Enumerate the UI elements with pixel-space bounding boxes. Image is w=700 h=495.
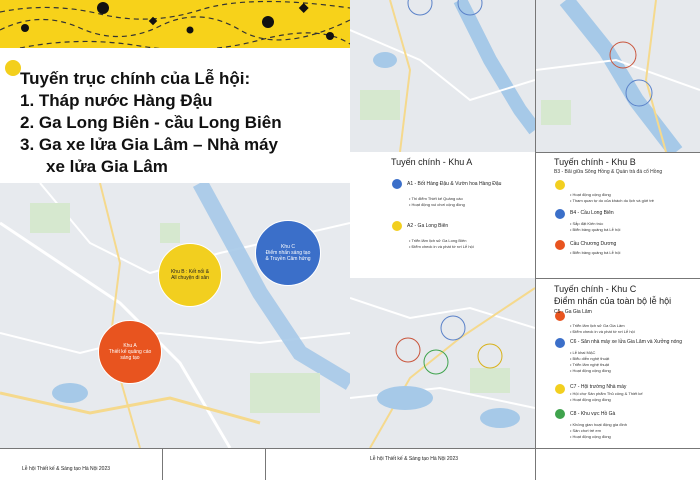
khu-b-circle[interactable]	[158, 243, 222, 307]
c6-marker-icon	[555, 338, 565, 348]
c8-bullet-2: • Sân chơi trẻ em	[570, 428, 601, 433]
c6-label: C6 - Sân nhà máy xe lửa Gia Lâm và Xưởng nóng	[570, 339, 682, 345]
panel-b-title: Tuyến chính - Khu B	[554, 157, 636, 167]
decorative-banner	[0, 0, 350, 48]
b5-label: Cầu Chương Dương	[570, 241, 617, 247]
khu-a-map-image	[350, 0, 535, 152]
a2-bullet-2: • Điểm check in và phát tờ rơi Lễ hội	[409, 244, 474, 249]
a1-bullet-2: • Hoạt động vui chơi cộng đồng	[409, 202, 465, 207]
footer-divider-2	[265, 448, 266, 480]
khu-c-label: Khu C Điểm nhấn sáng tạo & Truyền Cảm hứng	[265, 244, 311, 262]
khu-a-map	[350, 0, 535, 152]
title-item-4: xe lửa Gia Lâm	[46, 157, 168, 176]
c8-label: C8 - Khu vực Hồ Gà	[570, 411, 616, 417]
title-bullet-icon	[5, 60, 21, 76]
footer-divider-3	[535, 448, 536, 480]
c7-marker-icon	[555, 384, 565, 394]
b5-marker-icon	[555, 240, 565, 250]
panel-c-subtitle: Điểm nhấn của toàn bộ lễ hội	[554, 296, 672, 306]
a2-label: A2 - Ga Long Biên	[407, 223, 449, 229]
khu-a-circle[interactable]	[98, 320, 162, 384]
a2-bullet-1: • Triển lãm lịch sử Ga Long Biên	[409, 238, 467, 243]
b5-bullet-1: • Biển bảng quảng bá Lễ hội	[570, 250, 621, 255]
b4-bullet-2: • Biển bảng quảng bá Lễ hội	[570, 227, 621, 232]
c6-bullet-4: • Hoạt động cộng đồng	[570, 368, 611, 373]
b4-bullet-1: • Sắp đặt Kiến trúc	[570, 221, 604, 226]
title-item-1: 1. Tháp nước Hàng Đậu	[20, 91, 213, 110]
khu-b-map-image	[536, 0, 700, 152]
b3-marker-icon	[555, 180, 565, 190]
c6-bullet-3: • Triển lãm nghệ thuật	[570, 362, 609, 367]
left-map	[0, 183, 350, 448]
khu-b-map	[536, 0, 700, 152]
c8-marker-icon	[555, 409, 565, 419]
panel-b-subtitle: B3 - Bãi giữa Sông Hồng & Quán trà đá cổ Hồng	[554, 169, 663, 175]
c7-bullet-1: • Hội chợ Sản phẩm Thủ công & Thiết kế	[570, 391, 643, 396]
b3-bullet-1: • Hoạt động cộng đồng	[570, 192, 611, 197]
khu-b-label: Khu B : Kết nối & All chuyện di sản	[170, 269, 210, 281]
khu-c-map-image	[350, 278, 535, 448]
footer-divider-1	[162, 448, 163, 480]
c7-bullet-2: • Hoạt động cộng đồng	[570, 397, 611, 402]
title-item-2: 2. Ga Long Biên - cầu Long Biên	[20, 113, 282, 132]
divider-horizontal-2	[536, 278, 700, 279]
footer-center-text: Lễ hội Thiết kế & Sáng tạo Hà Nội 2023	[370, 456, 459, 462]
a1-bullet-1: • Thi điểm Thiết kế Quảng cáo	[409, 196, 463, 201]
a1-label: A1 - Bốt Hàng Đậu & Vườn hoa Hàng Đậu	[407, 181, 502, 187]
b3-bullet-2: • Tham quan tự do của khách du lịch và giới trẻ	[570, 198, 655, 203]
footer-divider	[0, 448, 700, 449]
b4-marker-icon	[555, 209, 565, 219]
footer-left-text: Lễ hội Thiết kế & Sáng tạo Hà Nội 2023	[22, 466, 111, 472]
c6-bullet-2: • Biểu diễn nghệ thuật	[570, 356, 610, 361]
title-item-3: 3. Ga xe lửa Gia Lâm – Nhà máy	[20, 135, 278, 154]
title-heading: Tuyến trục chính của Lễ hội:	[20, 69, 251, 88]
c5-bullet-2: • Điểm check in và phát tờ rơi Lễ hội	[570, 329, 635, 334]
slide-title	[20, 68, 350, 178]
khu-c-circle[interactable]	[255, 220, 321, 286]
b4-label: B4 - Cầu Long Biên	[570, 210, 614, 216]
c8-bullet-1: • Không gian hoạt động gia đình	[570, 422, 628, 427]
panel-a-title: Tuyến chính - Khu A	[391, 157, 473, 167]
divider-horizontal	[536, 152, 700, 153]
khu-c-map	[350, 278, 535, 448]
khu-a-label: Khu A Thiết kế quảng cáo sáng tạo	[108, 343, 152, 361]
panel-c-title: Tuyến chính - Khu C	[554, 284, 637, 294]
c6-bullet-1: • Lễ khai MẠC	[570, 350, 596, 355]
banner-pattern-icon	[0, 0, 350, 48]
c5-bullet-1: • Triển lãm lịch sử Ga Gia Lâm	[570, 323, 625, 328]
c8-bullet-3: • Hoạt động cộng đồng	[570, 434, 611, 439]
c5-label: C5 - Ga Gia Lâm	[554, 309, 592, 315]
a1-marker-icon	[392, 179, 402, 189]
a2-marker-icon	[392, 221, 402, 231]
c7-label: C7 - Hội trường Nhà máy	[570, 384, 627, 390]
